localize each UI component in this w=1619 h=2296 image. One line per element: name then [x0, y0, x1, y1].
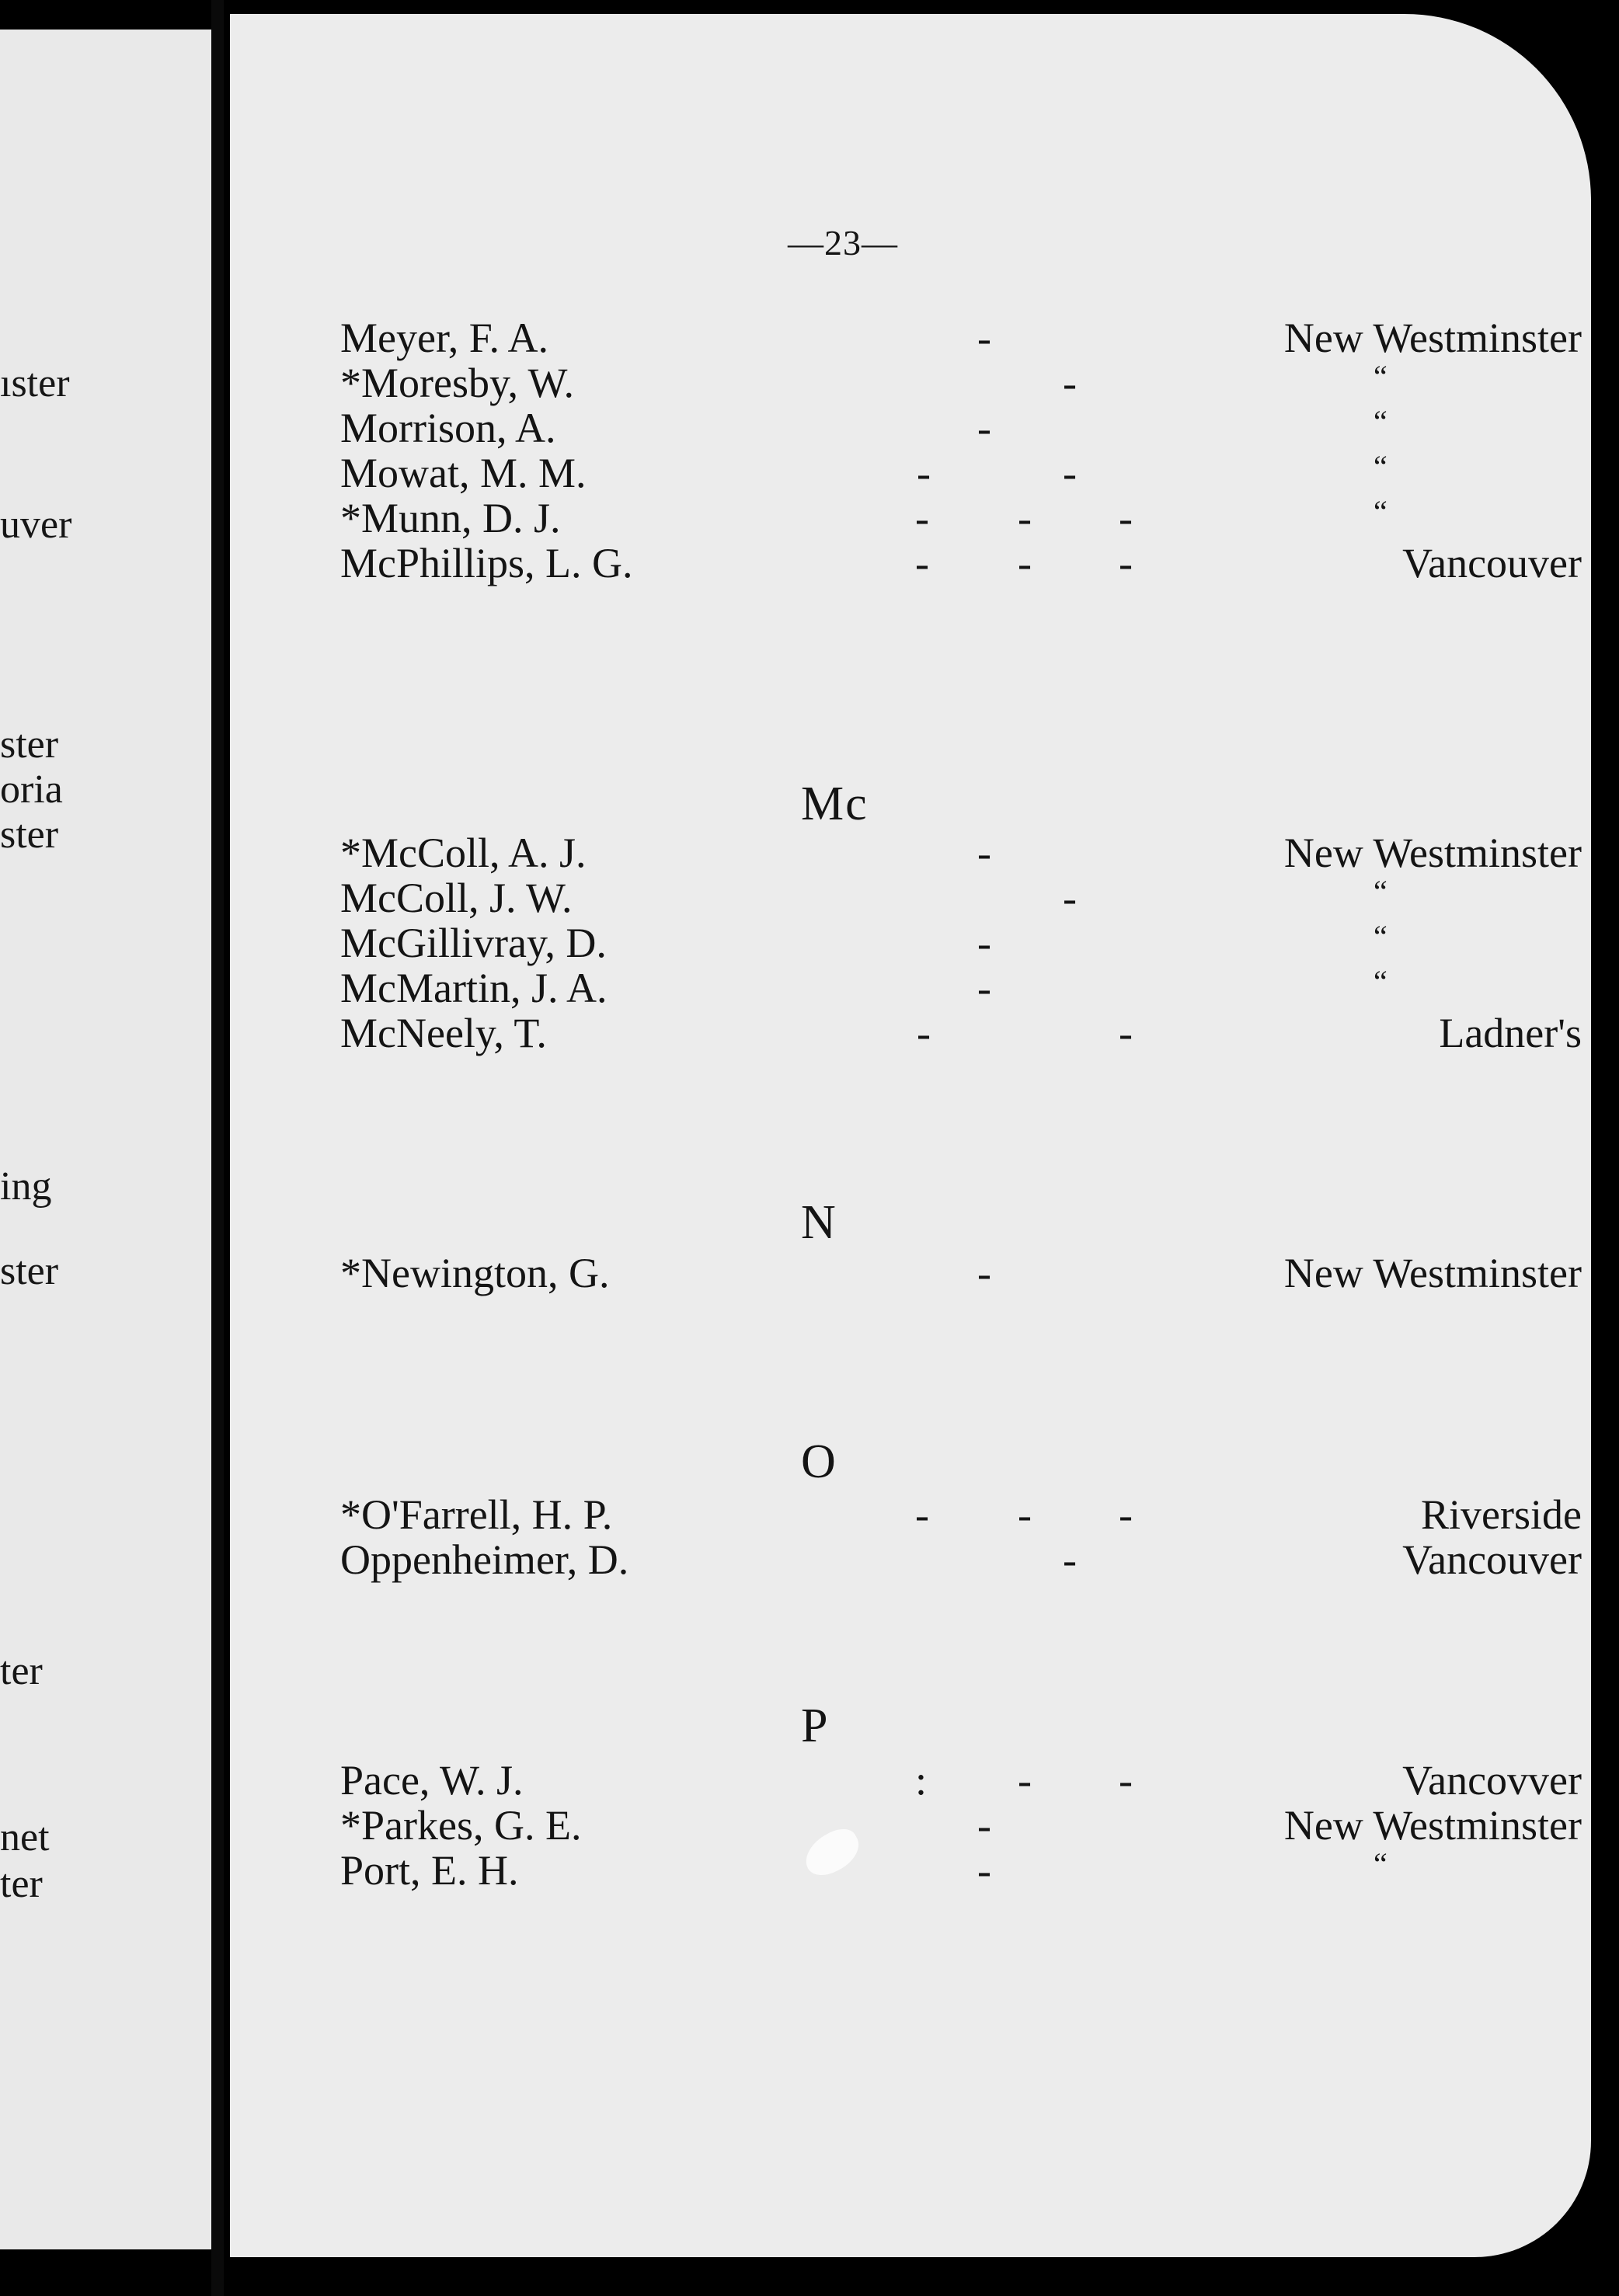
- ditto-mark: “: [1374, 359, 1387, 394]
- leader-dash: -: [917, 1010, 931, 1056]
- ditto-mark: “: [1374, 874, 1387, 909]
- directory-entry: [340, 1011, 1591, 1056]
- entry-place: Vancovver: [1402, 1757, 1582, 1804]
- leader-dash: -: [915, 1491, 929, 1538]
- left-page-fragment: ing: [0, 1164, 52, 1209]
- entry-name: *Newington, G.: [340, 1250, 610, 1296]
- leader-dash: -: [1063, 875, 1077, 921]
- section-heading: N: [801, 1196, 837, 1249]
- entry-name: Oppenheimer, D.: [340, 1536, 629, 1583]
- entry-place: New Westminster: [1283, 315, 1582, 361]
- ditto-mark: “: [1374, 1846, 1387, 1881]
- entry-place: Vancouver: [1402, 540, 1582, 586]
- leader-dash: -: [977, 405, 991, 451]
- directory-entry: [340, 1492, 1591, 1537]
- ditto-mark: “: [1374, 404, 1387, 439]
- leader-dash: -: [977, 1250, 991, 1296]
- directory-page: [230, 14, 1591, 2257]
- entry-place: Vancouver: [1402, 1536, 1582, 1583]
- entry-place: Ladner's: [1439, 1010, 1582, 1056]
- left-page-fragment: ıster: [0, 361, 70, 405]
- left-page-fragment: net: [0, 1815, 50, 1859]
- left-page-fragment: uver: [0, 503, 72, 547]
- leader-dash: -: [915, 495, 929, 541]
- leader-dash: -: [1063, 450, 1077, 496]
- leader-dash: -: [915, 540, 929, 586]
- entry-place: New Westminster: [1283, 1250, 1582, 1296]
- ditto-mark: “: [1374, 964, 1387, 999]
- directory-entry: [340, 1803, 1591, 1848]
- leader-dash: -: [1018, 1491, 1032, 1538]
- directory-entry: [340, 1537, 1591, 1582]
- directory-entry: [340, 1848, 1591, 1893]
- directory-entry: [340, 405, 1591, 451]
- section-heading: Mc: [801, 778, 869, 830]
- entry-place: Riverside: [1421, 1491, 1582, 1538]
- leader-dash: -: [1063, 1536, 1077, 1583]
- leader-dash: -: [1063, 360, 1077, 406]
- entry-name: Port, E. H.: [340, 1847, 519, 1894]
- leader-dash: :: [915, 1757, 928, 1804]
- leader-dash: -: [1119, 495, 1133, 541]
- entry-name: Morrison, A.: [340, 405, 556, 451]
- leader-dash: -: [1119, 540, 1133, 586]
- directory-entry: [340, 496, 1591, 541]
- left-page-fragment: ster: [0, 1249, 59, 1293]
- directory-entry: [340, 875, 1591, 920]
- entry-name: *Moresby, W.: [340, 360, 575, 406]
- entry-place: New Westminster: [1283, 830, 1582, 876]
- entry-place: New Westminster: [1283, 1802, 1582, 1849]
- entry-name: Meyer, F. A.: [340, 315, 548, 361]
- entry-name: Pace, W. J.: [340, 1757, 524, 1804]
- entry-name: Mowat, M. M.: [340, 450, 587, 496]
- leader-dash: -: [977, 920, 991, 966]
- leader-dash: -: [917, 450, 931, 496]
- left-page-fragment: ster: [0, 812, 59, 857]
- leader-dash: -: [1018, 1757, 1032, 1804]
- previous-page-edge: [0, 30, 211, 2249]
- entry-name: McMartin, J. A.: [340, 965, 608, 1011]
- entry-name: McPhillips, L. G.: [340, 540, 633, 586]
- directory-entry: [340, 360, 1591, 405]
- entry-name: *McColl, A. J.: [340, 830, 587, 876]
- leader-dash: -: [1119, 1757, 1133, 1804]
- left-page-fragment: oria: [0, 767, 63, 812]
- directory-entry: [340, 920, 1591, 965]
- left-page-fragment: ster: [0, 722, 59, 767]
- leader-dash: -: [1018, 540, 1032, 586]
- leader-dash: -: [977, 1802, 991, 1849]
- directory-entry: [340, 1758, 1591, 1803]
- page-number: —23—: [788, 223, 898, 263]
- entry-name: *O'Farrell, H. P.: [340, 1491, 613, 1538]
- binding-gutter: [211, 0, 224, 2296]
- directory-entry: [340, 965, 1591, 1011]
- directory-entry: [340, 830, 1591, 875]
- leader-dash: -: [977, 830, 991, 876]
- section-heading: O: [801, 1435, 837, 1488]
- ditto-mark: “: [1374, 919, 1387, 954]
- left-page-fragment: ter: [0, 1862, 43, 1906]
- leader-dash: -: [977, 965, 991, 1011]
- entry-name: McNeely, T.: [340, 1010, 547, 1056]
- directory-entry: [340, 451, 1591, 496]
- section-heading: P: [801, 1699, 830, 1752]
- directory-entry: [340, 541, 1591, 586]
- leader-dash: -: [1119, 1491, 1133, 1538]
- ditto-mark: “: [1374, 449, 1387, 484]
- leader-dash: -: [1018, 495, 1032, 541]
- ditto-mark: “: [1374, 494, 1387, 529]
- entry-name: *Munn, D. J.: [340, 495, 561, 541]
- leader-dash: -: [977, 1847, 991, 1894]
- entry-name: McGillivray, D.: [340, 920, 607, 966]
- entry-name: McColl, J. W.: [340, 875, 573, 921]
- left-page-fragment: ter: [0, 1649, 43, 1693]
- leader-dash: -: [977, 315, 991, 361]
- entry-name: *Parkes, G. E.: [340, 1802, 582, 1849]
- directory-entry: [340, 1251, 1591, 1296]
- leader-dash: -: [1119, 1010, 1133, 1056]
- directory-entry: [340, 315, 1591, 360]
